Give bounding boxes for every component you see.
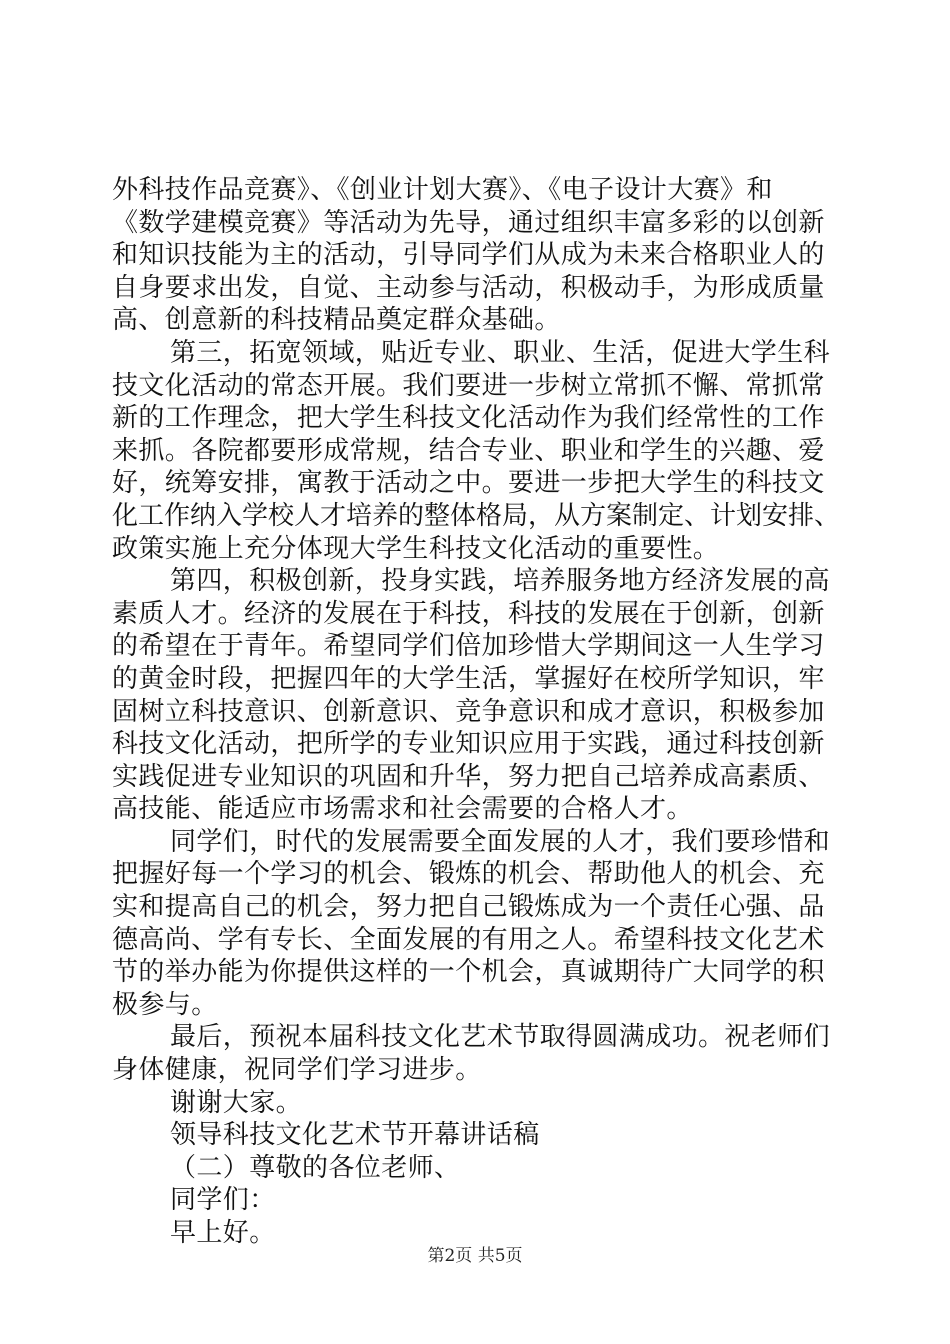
text-line: 谢谢大家。 [170,1087,303,1118]
text-line: 同学们，时代的发展需要全面发展的人才，我们要珍惜和 [170,826,831,857]
text-line: 节的举办能为你提供这样的一个机会，真诚期待广大同学的积 [112,957,825,988]
text-line: 固树立科技意识、创新意识、竞争意识和成才意识，积极参加 [112,696,825,727]
text-line: 实和提高自己的机会，努力把自己锻炼成为一个责任心强、品 [112,892,825,923]
text-line: 素质人才。经济的发展在于科技，科技的发展在于创新，创新 [112,598,825,629]
text-line: 化工作纳入学校人才培养的整体格局，从方案制定、计划安排、 [112,500,841,531]
text-line: 技文化活动的常态开展。我们要进一步树立常抓不懈、常抓常 [112,370,825,401]
text-line: 科技文化活动，把所学的专业知识应用于实践，通过科技创新 [112,729,825,760]
text-line: 第三，拓宽领域，贴近专业、职业、生活，促进大学生科 [170,337,831,368]
page-number-footer: 第2页 共5页 [427,1246,523,1266]
text-line: 《数学建模竞赛》等活动为先导，通过组织丰富多彩的以创新 [112,207,825,238]
text-line: 好，统筹安排，寓教于活动之中。要进一步把大学生的科技文 [112,468,825,499]
text-line: 极参与。 [112,989,218,1020]
text-line: 和知识技能为主的活动，引导同学们从成为未来合格职业人的 [112,240,825,271]
text-line: 最后，预祝本届科技文化艺术节取得圆满成功。祝老师们 [170,1022,831,1053]
text-line: 的黄金时段，把握四年的大学生活，掌握好在校所学知识，牢 [112,663,825,694]
text-line: 高技能、能适应市场需求和社会需要的合格人才。 [112,794,693,825]
text-line: 高、创意新的科技精品奠定群众基础。 [112,305,561,336]
text-line: 领导科技文化艺术节开幕讲话稿 [170,1120,540,1151]
text-line: 实践促进专业知识的巩固和升华，努力把自己培养成高素质、 [112,761,825,792]
text-line: 德高尚、学有专长、全面发展的有用之人。希望科技文化艺术 [112,924,825,955]
text-line: 身体健康，祝同学们学习进步。 [112,1055,482,1086]
text-line: 新的工作理念，把大学生科技文化活动作为我们经常性的工作 [112,403,825,434]
text-line: 早上好。 [170,1218,276,1248]
text-line: 外科技作品竞赛》、《创业计划大赛》、《电子设计大赛》和 [112,175,773,205]
text-line: 同学们： [170,1185,276,1216]
text-line: 政策实施上充分体现大学生科技文化活动的重要性。 [112,533,720,564]
text-line: （二）尊敬的各位老师、 [170,1152,461,1183]
text-line: 第四，积极创新，投身实践，培养服务地方经济发展的高 [170,566,831,597]
text-line: 的希望在于青年。希望同学们倍加珍惜大学期间这一人生学习 [112,631,825,662]
text-line: 把握好每一个学习的机会、锻炼的机会、帮助他人的机会、充 [112,859,825,890]
document-body [112,174,840,1250]
text-line: 来抓。各院都要形成常规，结合专业、职业和学生的兴趣、爱 [112,435,825,466]
text-line: 自身要求出发，自觉、主动参与活动，积极动手，为形成质量 [112,272,825,303]
